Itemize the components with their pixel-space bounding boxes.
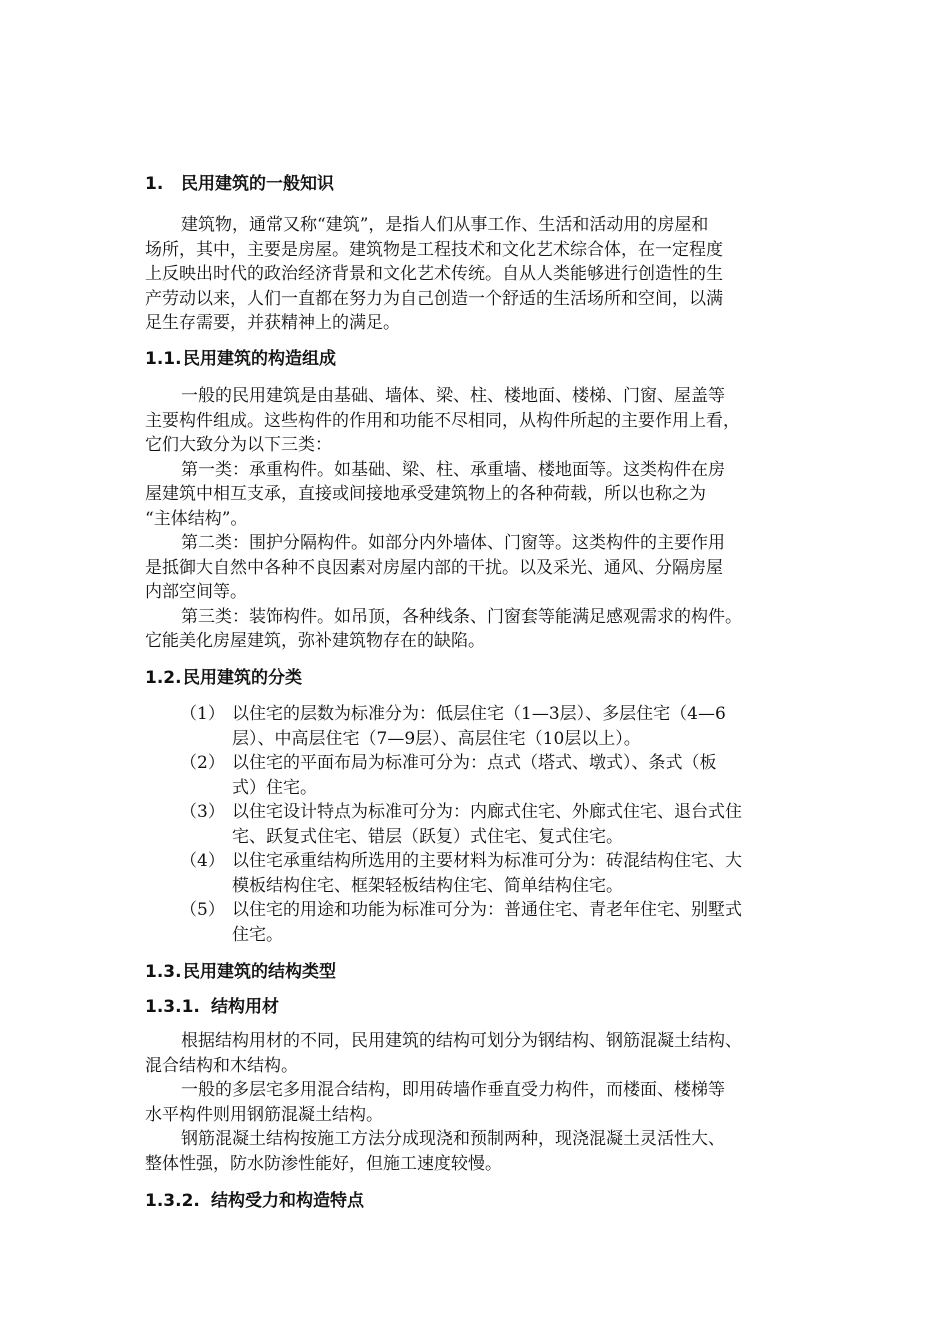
text-line: 根据结构用材的不同，民用建筑的结构可划分为钢结构、钢筋混凝土结构、 [181, 1031, 742, 1051]
text-line: 第二类：围护分隔构件。如部分内外墙体、门窗等。这类构件的主要作用 [181, 533, 725, 553]
heading-section-1-2 [145, 666, 302, 690]
heading-title: 民用建筑的构造组成 [183, 349, 336, 369]
text-line: 建筑物，通常又称“建筑”，是指人们从事工作、生活和活动用的房屋和 [181, 215, 709, 235]
text-line: “主体结构”。 [145, 508, 248, 529]
list-item [180, 800, 820, 849]
text-line: 足生存需要，并获精神上的满足。 [145, 313, 400, 333]
text-line: 主要构件组成。这些构件的作用和功能不尽相同，从构件所起的主要作用上看， [145, 410, 740, 431]
heading-section-1-1 [145, 347, 336, 371]
list-item [180, 702, 820, 751]
text-line: 上反映出时代的政治经济背景和文化艺术传统。自从人类能够进行创造性的生 [145, 264, 723, 284]
text-line: 宅、跃复式住宅、错层（跃复）式住宅、复式住宅。 [232, 826, 623, 847]
text-line: 钢筋混凝土结构按施工方法分成现浇和预制两种，现浇混凝土灵活性大、 [181, 1129, 725, 1149]
heading-title: 民用建筑的分类 [183, 668, 302, 688]
paragraph-materials [145, 1029, 825, 1176]
text-line: 第一类：承重构件。如基础、梁、柱、承重墙、楼地面等。这类构件在房 [181, 459, 725, 480]
text-line: 产劳动以来，人们一直都在努力为自己创造一个舒适的生活场所和空间，以满 [145, 288, 723, 309]
heading-title: 结构受力和构造特点 [211, 1191, 364, 1211]
classification-list [180, 702, 820, 947]
text-line: 模板结构住宅、框架轻板结构住宅、简单结构住宅。 [232, 875, 623, 896]
text-line: 它们大致分为以下三类： [145, 435, 332, 455]
text-line: 住宅。 [232, 924, 283, 945]
heading-section-1-3-2 [145, 1189, 364, 1213]
heading-number: 1.2. [145, 668, 182, 688]
text-line: 层）、中高层住宅（7—9层）、高层住宅（10层以上）。 [232, 728, 641, 749]
heading-number: 1.3. [145, 962, 182, 982]
heading-section-1-3 [145, 960, 336, 984]
list-marker: （1） [180, 704, 225, 724]
heading-title: 民用建筑的一般知识 [181, 174, 334, 194]
text-line: 混合结构和木结构。 [145, 1055, 298, 1076]
heading-title: 民用建筑的结构类型 [183, 962, 336, 982]
list-marker: （4） [180, 851, 225, 871]
list-marker: （2） [180, 753, 225, 773]
text-line: 以住宅承重结构所选用的主要材料为标准可分为：砖混结构住宅、大 [232, 851, 742, 871]
heading-section-1 [145, 172, 334, 196]
list-item [180, 751, 820, 800]
heading-number: 1. [145, 174, 164, 194]
text-line: 是抵御大自然中各种不良因素对房屋内部的干扰。以及采光、通风、分隔房屋 [145, 557, 723, 578]
text-line: 以住宅设计特点为标准可分为：内廊式住宅、外廊式住宅、退台式住 [232, 802, 742, 822]
heading-number: 1.1. [145, 349, 182, 369]
heading-number: 1.3.1. [145, 997, 200, 1017]
text-line: 它能美化房屋建筑，弥补建筑物存在的缺陷。 [145, 631, 485, 651]
text-line: 式）住宅。 [232, 777, 317, 798]
text-line: 以住宅的用途和功能为标准可分为：普通住宅、青老年住宅、别墅式 [232, 900, 742, 920]
list-item [180, 898, 820, 947]
text-line: 以住宅的层数为标准分为：低层住宅（1—3层）、多层住宅（4—6 [232, 704, 726, 724]
list-marker: （5） [180, 900, 225, 920]
list-item [180, 849, 820, 898]
list-marker: （3） [180, 802, 225, 822]
heading-number: 1.3.2. [145, 1191, 200, 1211]
text-line: 整体性强，防水防渗性能好，但施工速度较慢。 [145, 1153, 502, 1174]
paragraph-composition [145, 384, 825, 654]
text-line: 以住宅的平面布局为标准可分为：点式（塔式、墩式）、条式（板 [232, 753, 717, 773]
text-line: 屋建筑中相互支承，直接或间接地承受建筑物上的各种荷载，所以也称之为 [145, 484, 706, 504]
heading-title: 结构用材 [211, 997, 279, 1017]
text-line: 第三类：装饰构件。如吊顶，各种线条、门窗套等能满足感观需求的构件。 [181, 606, 742, 627]
text-line: 一般的民用建筑是由基础、墙体、梁、柱、楼地面、楼梯、门窗、屋盖等 [181, 386, 725, 406]
paragraph-intro [145, 213, 825, 336]
heading-section-1-3-1 [145, 995, 279, 1019]
text-line: 水平构件则用钢筋混凝土结构。 [145, 1104, 383, 1125]
text-line: 内部空间等。 [145, 582, 247, 602]
text-line: 场所，其中，主要是房屋。建筑物是工程技术和文化艺术综合体，在一定程度 [145, 239, 723, 260]
text-line: 一般的多层宅多用混合结构，即用砖墙作垂直受力构件，而楼面、楼梯等 [181, 1080, 725, 1100]
